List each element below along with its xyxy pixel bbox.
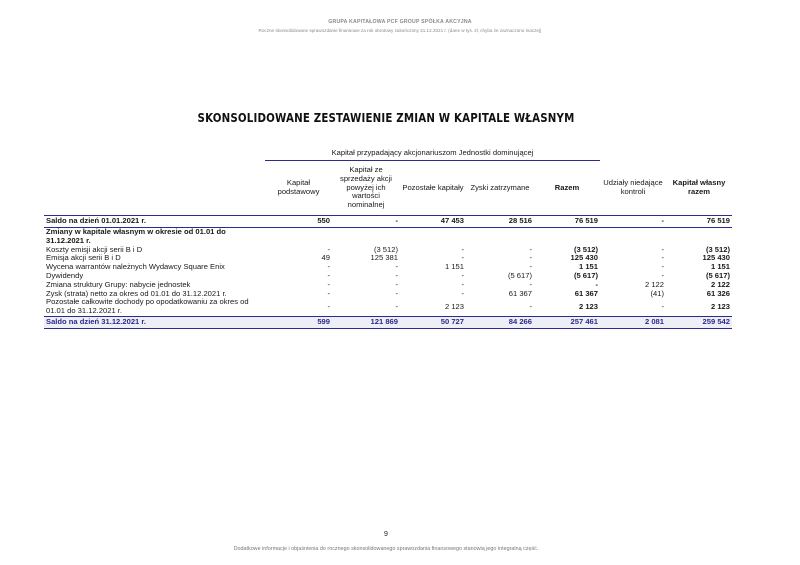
col-header: Razem (554, 182, 580, 192)
cell: 2 123 (578, 301, 598, 311)
cell: - (661, 244, 664, 254)
cell: - (529, 253, 532, 263)
table-row (44, 298, 732, 316)
cell: 2 123 (444, 301, 464, 311)
cell: (5 617) (573, 270, 598, 280)
cell: - (595, 279, 598, 289)
cell: - (461, 244, 464, 254)
row-label: Zysk (strata) netto za okres od 01.01 do 31.12.2021 r. (46, 288, 227, 298)
cell: - (395, 288, 398, 298)
cell: - (327, 301, 330, 311)
cell: - (529, 244, 532, 254)
row-label: Saldo na dzień 01.01.2021 r. (44, 216, 265, 228)
cell: 50 727 (400, 316, 466, 328)
cell: 2 122 (710, 279, 730, 289)
cell: 121 869 (332, 316, 400, 328)
cell: - (529, 301, 532, 311)
cell: - (395, 301, 398, 311)
cell: - (661, 253, 664, 263)
cell: 1 151 (444, 262, 464, 272)
cell: - (327, 262, 330, 272)
cell: 2 081 (600, 316, 666, 328)
equity-changes-table (44, 138, 732, 329)
footer-note: Dodatkowe informacje i objaśnienia do rocznego skonsolidowanego sprawozdania finansowego stanowią jego integralną część. (233, 546, 539, 552)
row-label: Saldo na dzień 31.12.2021 r. (44, 316, 265, 328)
cell: 61 326 (706, 288, 730, 298)
cell: - (332, 216, 400, 228)
page-title: SKONSOLIDOWANE ZESTAWIENIE ZMIAN W KAPITALE WŁASNYM (197, 110, 575, 125)
section-label: Zmiany w kapitale własnym w okresie od 01.01 do 31.12.2021 r. (46, 227, 226, 245)
cell: - (395, 262, 398, 272)
cell: (3 512) (705, 244, 730, 254)
col-header: Zyski zatrzymane (470, 182, 530, 192)
cell: 47 453 (400, 216, 466, 228)
saldo-opening-row (44, 216, 732, 228)
row-label: Koszty emisji akcji serii B i D (46, 244, 143, 254)
cell: 84 266 (466, 316, 534, 328)
group-header: Kapitał przypadający akcjonariuszom Jednostki dominującej (265, 138, 600, 161)
row-label: Zmiana struktury Grupy: nabycie jednostek (46, 279, 191, 289)
row-label: Emisja akcji serii B i D (46, 253, 121, 263)
cell: 1 151 (710, 262, 730, 272)
company-header: GRUPA KAPITAŁOWA PCF GROUP SPÓŁKA AKCYJNA (328, 19, 472, 25)
cell: - (529, 262, 532, 272)
cell: - (327, 279, 330, 289)
cell: 125 381 (370, 253, 398, 263)
report-subtitle: Roczne skonsolidowane sprawozdanie finansowe za rok obrotowy zakończony 31.12.2021 r. (dane w tys. zł, chyba że zaznaczono inaczej) (258, 28, 542, 33)
cell: 28 516 (466, 216, 534, 228)
cell: - (461, 288, 464, 298)
cell: 125 430 (570, 253, 598, 263)
cell: 257 461 (534, 316, 600, 328)
cell: 61 367 (574, 288, 598, 298)
section-row (44, 228, 732, 246)
col-header: Pozostałe kapitały (402, 182, 464, 192)
cell: - (600, 216, 666, 228)
cell: (5 617) (705, 270, 730, 280)
col-header: Kapitał ze sprzedaży akcji powyżej ich wartości nominalnej (340, 165, 392, 210)
saldo-closing-row (44, 316, 732, 328)
cell: - (327, 270, 330, 280)
cell: - (395, 270, 398, 280)
cell: 125 430 (702, 253, 730, 263)
cell: 49 (321, 253, 330, 263)
cell: - (661, 301, 664, 311)
cell: - (661, 270, 664, 280)
table-row (44, 263, 732, 272)
cell: 61 367 (508, 288, 532, 298)
change-rows (44, 246, 732, 317)
cell: 2 123 (710, 301, 730, 311)
row-label: Dywidendy (46, 270, 84, 280)
cell: - (461, 279, 464, 289)
cell: - (395, 279, 398, 289)
cell: - (661, 262, 664, 272)
cell: - (461, 270, 464, 280)
cell: (5 617) (507, 270, 532, 280)
row-label: Pozostałe całkowite dochody po opodatkowaniu za okres od 01.01 do 31.12.2021 r. (46, 297, 249, 316)
cell: (3 512) (373, 244, 398, 254)
cell: (3 512) (573, 244, 598, 254)
cell: 259 542 (666, 316, 732, 328)
cell: 1 151 (578, 262, 598, 272)
col-header: Udziały niedające kontroli (603, 177, 663, 196)
cell: - (327, 244, 330, 254)
col-header: Kapitał własny razem (672, 177, 726, 196)
cell: - (529, 279, 532, 289)
cell: 76 519 (534, 216, 600, 228)
page-number: 9 (384, 531, 388, 538)
row-label: Wycena warrantów należnych Wydawcy Square Enix (46, 262, 225, 272)
cell: - (461, 253, 464, 263)
col-header: Kapitał podstawowy (277, 178, 320, 196)
cell: - (327, 288, 330, 298)
cell: (41) (650, 288, 664, 298)
cell: 2 122 (644, 279, 664, 289)
cell: 599 (265, 316, 332, 328)
cell: 550 (265, 216, 332, 228)
cell: 76 519 (666, 216, 732, 228)
